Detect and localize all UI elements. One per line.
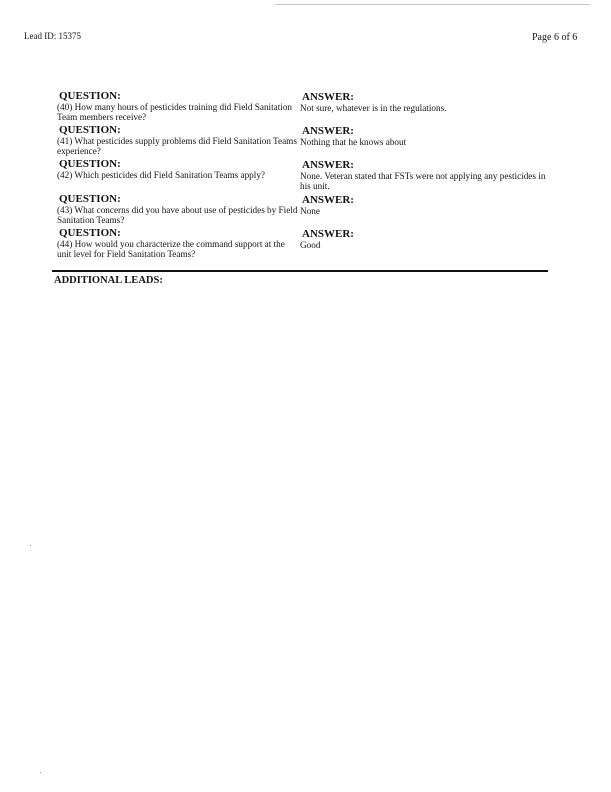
additional-leads-heading: ADDITIONAL LEADS: — [54, 275, 163, 286]
answer-label: ANSWER: — [302, 125, 354, 137]
answer-cell — [300, 193, 547, 216]
question-text: (41) What pesticides supply problems did Field Sanitation Teams experience? — [57, 136, 297, 156]
answer-text: None — [300, 206, 320, 216]
question-cell — [57, 227, 300, 259]
qa-list — [57, 90, 547, 261]
scan-speck — [30, 545, 31, 546]
question-text: (42) Which pesticides did Field Sanitation Teams apply? — [57, 170, 265, 180]
qa-row-42 — [57, 158, 547, 191]
qa-row-41 — [57, 124, 547, 156]
question-label: QUESTION: — [59, 193, 121, 205]
question-label: QUESTION: — [59, 124, 121, 136]
question-label: QUESTION: — [59, 227, 121, 239]
top-border-line — [275, 4, 590, 5]
answer-label: ANSWER: — [302, 91, 354, 103]
answer-label: ANSWER: — [302, 228, 354, 240]
scan-speck — [40, 772, 41, 773]
question-label: QUESTION: — [59, 158, 121, 170]
section-divider — [52, 270, 548, 272]
question-label: QUESTION: — [59, 90, 121, 102]
answer-cell — [300, 158, 547, 191]
answer-cell — [300, 227, 547, 250]
answer-label: ANSWER: — [302, 159, 354, 171]
question-text: (44) How would you characterize the command support at the unit level for Field Sanitation Teams? — [57, 239, 285, 259]
qa-row-44 — [57, 227, 547, 259]
answer-label: ANSWER: — [302, 194, 354, 206]
answer-cell — [300, 90, 547, 113]
lead-id: Lead ID: 15375 — [24, 31, 81, 41]
qa-row-40 — [57, 90, 547, 122]
answer-text: Good — [300, 240, 321, 250]
question-text: (40) How many hours of pesticides training did Field Sanitation Team members receive? — [57, 102, 293, 122]
question-cell — [57, 193, 300, 225]
question-cell — [57, 124, 300, 156]
answer-text: Nothing that he knows about — [300, 137, 407, 147]
answer-text: None. Veteran stated that FSTs were not applying any pesticides in his unit. — [300, 171, 546, 191]
page-number: Page 6 of 6 — [532, 32, 578, 43]
answer-text: Not sure, whatever is in the regulations. — [300, 103, 447, 113]
answer-cell — [300, 124, 547, 147]
question-cell — [57, 158, 300, 180]
question-text: (43) What concerns did you have about use of pesticides by Field Sanitation Teams? — [57, 205, 298, 225]
qa-row-43 — [57, 193, 547, 225]
question-cell — [57, 90, 300, 122]
